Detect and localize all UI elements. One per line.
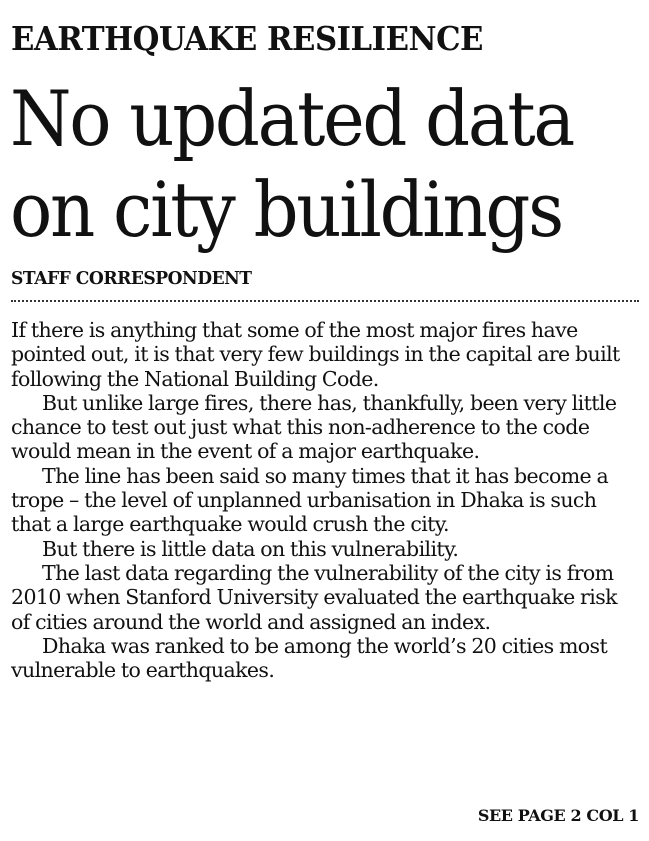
body-paragraph: But unlike large fires, there has, thankfully, been very little chance to test out just what this non-adherence to the code would mean in the event of a major earthquake.	[11, 390, 617, 464]
headline-line-1: No updated data	[10, 74, 573, 163]
headline-line-2: on city buildings	[10, 165, 562, 254]
dotted-divider	[11, 300, 639, 302]
article-body	[11, 318, 639, 682]
body-paragraph: The line has been said so many times that it has become a trope – the level of unplanned urbanisation in Dhaka is such that a large earthquake would crush the city.	[11, 463, 609, 537]
continuation-jump-line: SEE PAGE 2 COL 1	[477, 806, 639, 825]
body-paragraph: The last data regarding the vulnerability of the city is from 2010 when Stanford University evaluated the earthquake risk of cities around the world and assigned an index.	[11, 560, 617, 634]
headline	[10, 73, 573, 255]
body-paragraph: Dhaka was ranked to be among the world’s 20 cities most vulnerable to earthquakes.	[11, 633, 608, 683]
byline: STAFF CORRESPONDENT	[11, 268, 252, 289]
body-paragraph: If there is anything that some of the most major fires have pointed out, it is that very few buildings in the capital are built following the National Building Code.	[11, 318, 620, 391]
section-kicker: EARTHQUAKE RESILIENCE	[11, 19, 483, 58]
body-paragraph: But there is little data on this vulnerability.	[42, 536, 459, 561]
